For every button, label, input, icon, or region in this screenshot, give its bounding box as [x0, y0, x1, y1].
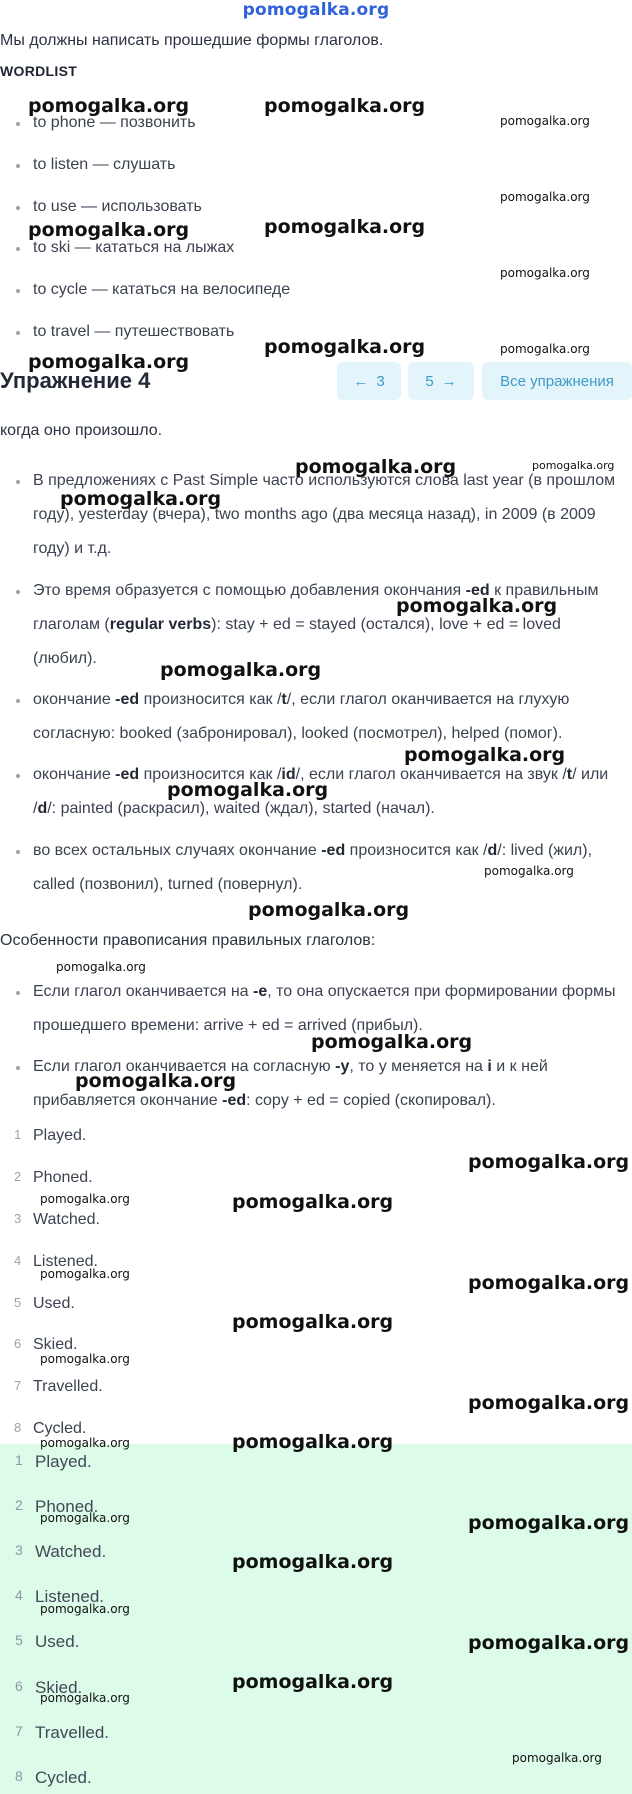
watermark: pomogalka.org [232, 1431, 394, 1453]
watermark: pomogalka.org [40, 1691, 130, 1705]
bullet-icon [16, 850, 20, 854]
answer-block: 1 Played. 2 Phoned. 3 Watched. 4 Listened. 5 Used. 6 Skied. 7 Travelled. 8 Cycled. [0, 1444, 632, 1794]
bullet-icon [16, 991, 20, 995]
watermark: pomogalka.org [160, 659, 322, 681]
prev-exercise-button[interactable]: ← 3 [337, 362, 401, 400]
watermark: pomogalka.org [232, 1551, 394, 1573]
watermark: pomogalka.org [40, 1436, 130, 1450]
bullet-icon [16, 289, 20, 293]
watermark: pomogalka.org [396, 595, 558, 617]
watermark: pomogalka.org [56, 960, 146, 974]
watermark: pomogalka.org [311, 1031, 473, 1053]
bullet-icon [16, 1066, 20, 1070]
bullet-icon [16, 247, 20, 251]
bullet-icon [16, 331, 20, 335]
watermark: pomogalka.org [40, 1602, 130, 1616]
watermark: pomogalka.org [167, 779, 329, 801]
watermark: pomogalka.org [500, 114, 590, 128]
theory-lead: когда оно произошло. [0, 422, 163, 439]
watermark: pomogalka.org [232, 1311, 394, 1333]
watermark: pomogalka.org [28, 95, 190, 117]
watermark: pomogalka.org [232, 1191, 394, 1213]
watermark: pomogalka.org [500, 190, 590, 204]
watermark: pomogalka.org [468, 1632, 630, 1654]
arrow-left-icon: ← [353, 372, 369, 390]
wordlist-heading: WORDLIST [0, 63, 78, 79]
watermark: pomogalka.org [60, 488, 222, 510]
site-logo[interactable]: pomogalka.org [242, 0, 390, 20]
watermark: pomogalka.org [28, 351, 190, 373]
next-exercise-button[interactable]: 5 → [408, 362, 474, 400]
watermark: pomogalka.org [264, 336, 426, 358]
bullet-icon [16, 122, 20, 126]
watermark: pomogalka.org [512, 1751, 602, 1765]
watermark: pomogalka.org [40, 1192, 130, 1206]
watermark: pomogalka.org [248, 899, 410, 921]
watermark: pomogalka.org [500, 342, 590, 356]
bullet-icon [16, 206, 20, 210]
exercise-title: Упражнение 4 [0, 368, 151, 393]
bullet-icon [16, 774, 20, 778]
watermark: pomogalka.org [40, 1267, 130, 1281]
watermark: pomogalka.org [40, 1511, 130, 1525]
arrow-right-icon: → [441, 372, 457, 390]
watermark: pomogalka.org [468, 1272, 630, 1294]
watermark: pomogalka.org [40, 1352, 130, 1366]
watermark: pomogalka.org [404, 744, 566, 766]
watermark: pomogalka.org [468, 1151, 630, 1173]
watermark: pomogalka.org [264, 216, 426, 238]
bullet-icon [16, 480, 20, 484]
watermark: pomogalka.org [295, 456, 457, 478]
watermark: pomogalka.org [484, 864, 574, 878]
watermark: pomogalka.org [500, 266, 590, 280]
watermark: pomogalka.org [468, 1512, 630, 1534]
spelling-heading: Особенности правописания правильных глаголов: [0, 932, 376, 949]
intro-text: Мы должны написать прошедшие формы глаголов. [0, 32, 384, 49]
watermark: pomogalka.org [264, 95, 426, 117]
watermark: pomogalka.org [28, 219, 190, 241]
watermark: pomogalka.org [468, 1392, 630, 1414]
watermark: pomogalka.org [232, 1671, 394, 1693]
bullet-icon [16, 699, 20, 703]
bullet-icon [16, 164, 20, 168]
watermark: pomogalka.org [532, 459, 615, 472]
bullet-icon [16, 590, 20, 594]
watermark: pomogalka.org [75, 1070, 237, 1092]
all-exercises-button[interactable]: Все упражнения [482, 362, 632, 400]
